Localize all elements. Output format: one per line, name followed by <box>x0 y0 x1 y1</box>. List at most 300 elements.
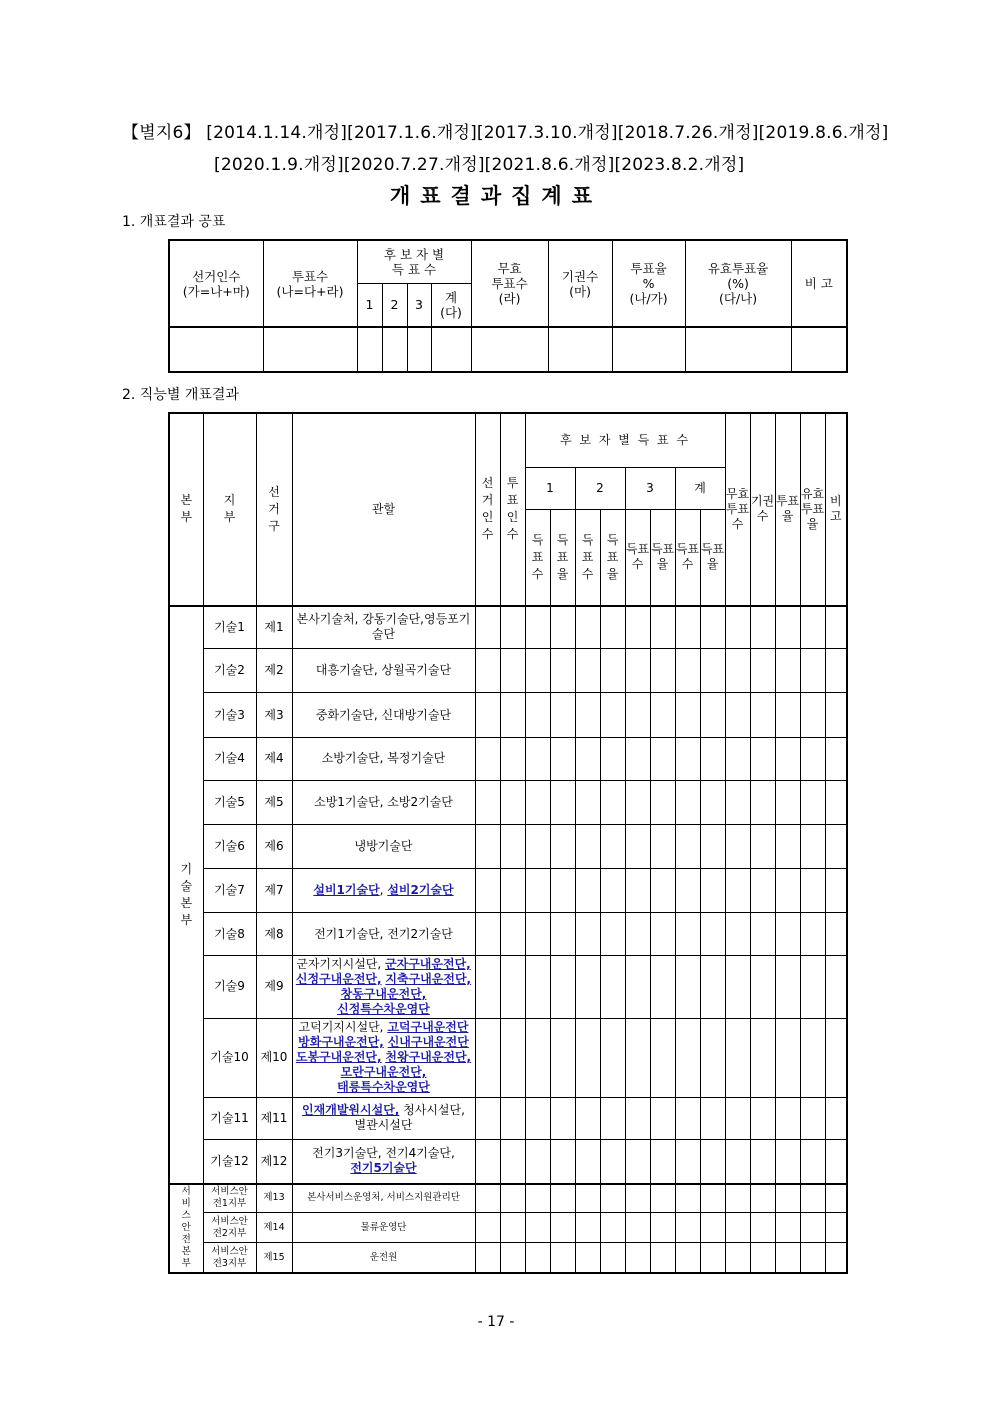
result-cell[interactable] <box>650 606 675 649</box>
result-cell[interactable] <box>525 956 550 1018</box>
jurisdiction-cell: 인재개발원시설단, 청사시설단, 별관시설단 <box>292 1097 475 1139</box>
result-cell[interactable] <box>750 913 775 956</box>
result-cell[interactable] <box>525 606 550 649</box>
result-cell[interactable] <box>775 956 800 1018</box>
result-cell[interactable] <box>550 1097 575 1139</box>
result-cell[interactable] <box>800 606 825 649</box>
cell[interactable] <box>548 327 612 372</box>
cell[interactable] <box>263 327 357 372</box>
district-cell: 제2 <box>256 649 292 693</box>
result-cell[interactable] <box>600 1213 625 1243</box>
result-cell[interactable] <box>800 1018 825 1097</box>
result-cell[interactable] <box>550 1184 575 1213</box>
table-row <box>169 824 847 868</box>
district-cell: 제9 <box>256 956 292 1018</box>
table-row <box>169 956 847 1018</box>
result-cell[interactable] <box>750 1097 775 1139</box>
result-cell[interactable] <box>825 780 847 824</box>
result-cell[interactable] <box>625 824 650 868</box>
district-cell: 제15 <box>256 1243 292 1273</box>
result-cell[interactable] <box>550 649 575 693</box>
annex-label: 【별지6】 <box>122 123 201 143</box>
result-cell[interactable] <box>825 1243 847 1273</box>
result-cell[interactable] <box>625 869 650 913</box>
result-cell[interactable] <box>525 869 550 913</box>
result-cell[interactable] <box>600 1139 625 1183</box>
result-cell[interactable] <box>600 780 625 824</box>
result-cell[interactable] <box>475 1213 500 1243</box>
jurisdiction-cell: 운전원 <box>292 1243 475 1273</box>
total-rate-header: 득표 율 <box>700 509 725 605</box>
result-cell[interactable] <box>500 737 525 780</box>
result-cell[interactable] <box>525 1184 550 1213</box>
result-cell[interactable] <box>725 606 750 649</box>
result-cell[interactable] <box>750 824 775 868</box>
invalid-header: 무효 투표수 (라) <box>471 240 548 327</box>
result-cell[interactable] <box>550 1213 575 1243</box>
result-cell[interactable] <box>675 869 700 913</box>
result-cell[interactable] <box>725 1097 750 1139</box>
result-cell[interactable] <box>825 824 847 868</box>
result-cell[interactable] <box>575 1184 600 1213</box>
result-cell[interactable] <box>725 1243 750 1273</box>
result-cell[interactable] <box>600 1243 625 1273</box>
candidate-votes-header: 후 보 자 별 득 표 수 <box>525 413 725 467</box>
result-cell[interactable] <box>750 1018 775 1097</box>
result-cell[interactable] <box>725 1018 750 1097</box>
result-cell[interactable] <box>525 780 550 824</box>
result-cell[interactable] <box>800 824 825 868</box>
result-cell[interactable] <box>475 693 500 737</box>
result-cell[interactable] <box>775 649 800 693</box>
result-cell[interactable] <box>700 693 725 737</box>
hq-header: 본 부 <box>169 413 203 606</box>
turnout-header: 투표율 % (나/가) <box>612 240 685 327</box>
result-cell[interactable] <box>650 737 675 780</box>
result-cell[interactable] <box>675 780 700 824</box>
result-cell[interactable] <box>600 913 625 956</box>
result-cell[interactable] <box>650 1139 675 1183</box>
branch-header: 지 부 <box>203 413 256 606</box>
result-cell[interactable] <box>775 1139 800 1183</box>
result-cell[interactable] <box>675 1243 700 1273</box>
result-cell[interactable] <box>500 869 525 913</box>
c2-votes-header: 득 표 수 <box>575 509 600 605</box>
service-hq-cell: 서 비 스 안 전 본 부 <box>169 1184 203 1273</box>
table-row <box>169 1018 847 1097</box>
note-header: 비고 <box>825 413 847 606</box>
result-cell[interactable] <box>500 824 525 868</box>
result-cell[interactable] <box>475 956 500 1018</box>
cell[interactable] <box>791 327 847 372</box>
result-cell[interactable] <box>800 913 825 956</box>
table-row <box>169 1184 847 1213</box>
result-cell[interactable] <box>500 1213 525 1243</box>
result-cell[interactable] <box>775 606 800 649</box>
result-cell[interactable] <box>475 1139 500 1183</box>
result-cell[interactable] <box>700 824 725 868</box>
result-cell[interactable] <box>675 693 700 737</box>
result-cell[interactable] <box>625 649 650 693</box>
result-cell[interactable] <box>575 606 600 649</box>
result-cell[interactable] <box>750 780 775 824</box>
jurisdiction-cell: 물류운영단 <box>292 1213 475 1243</box>
jurisdiction-cell: 고덕기지시설단, 고덕구내운전단 방화구내운전단, 신내구내운전단 도봉구내운전단, 천왕구내운전단, 모란구내운전단, 태릉특수차운영단 <box>292 1018 475 1097</box>
result-cell[interactable] <box>575 649 600 693</box>
branch-cell: 기술10 <box>203 1018 256 1097</box>
jurisdiction-cell: 본사서비스운영처, 서비스지원관리단 <box>292 1184 475 1213</box>
result-cell[interactable] <box>650 956 675 1018</box>
result-cell[interactable] <box>550 869 575 913</box>
voters-header: 투표수 (나=다+라) <box>263 240 357 327</box>
result-cell[interactable] <box>525 649 550 693</box>
result-cell[interactable] <box>750 737 775 780</box>
result-cell[interactable] <box>800 956 825 1018</box>
result-cell[interactable] <box>525 1018 550 1097</box>
result-cell[interactable] <box>525 1097 550 1139</box>
result-cell[interactable] <box>500 780 525 824</box>
result-cell[interactable] <box>550 913 575 956</box>
result-cell[interactable] <box>600 956 625 1018</box>
result-cell[interactable] <box>475 1097 500 1139</box>
result-cell[interactable] <box>600 824 625 868</box>
candidate-3-header: 3 <box>625 467 675 509</box>
district-cell: 제11 <box>256 1097 292 1139</box>
result-cell[interactable] <box>750 1184 775 1213</box>
result-cell[interactable] <box>775 824 800 868</box>
result-cell[interactable] <box>650 1018 675 1097</box>
result-cell[interactable] <box>800 780 825 824</box>
result-cell[interactable] <box>600 1097 625 1139</box>
result-cell[interactable] <box>650 824 675 868</box>
result-cell[interactable] <box>675 737 700 780</box>
result-cell[interactable] <box>775 1184 800 1213</box>
result-cell[interactable] <box>650 1213 675 1243</box>
result-cell[interactable] <box>725 869 750 913</box>
result-cell[interactable] <box>800 869 825 913</box>
table-row <box>169 1139 847 1183</box>
result-cell[interactable] <box>500 693 525 737</box>
result-cell[interactable] <box>575 956 600 1018</box>
result-cell[interactable] <box>800 649 825 693</box>
c2-rate-header: 득 표 율 <box>600 509 625 605</box>
result-cell[interactable] <box>600 649 625 693</box>
result-cell[interactable] <box>675 1097 700 1139</box>
result-cell[interactable] <box>700 606 725 649</box>
result-cell[interactable] <box>750 1139 775 1183</box>
result-cell[interactable] <box>650 649 675 693</box>
branch-cell: 기술2 <box>203 649 256 693</box>
result-cell[interactable] <box>550 1018 575 1097</box>
candidate-3-header: 3 <box>407 283 431 327</box>
result-cell[interactable] <box>575 780 600 824</box>
result-cell[interactable] <box>825 1139 847 1183</box>
result-cell[interactable] <box>725 780 750 824</box>
result-cell[interactable] <box>600 693 625 737</box>
result-cell[interactable] <box>825 869 847 913</box>
result-cell[interactable] <box>525 737 550 780</box>
result-cell[interactable] <box>675 1213 700 1243</box>
result-cell[interactable] <box>675 606 700 649</box>
result-cell[interactable] <box>650 1243 675 1273</box>
result-cell[interactable] <box>800 1184 825 1213</box>
result-cell[interactable] <box>500 1018 525 1097</box>
result-cell[interactable] <box>825 737 847 780</box>
result-cell[interactable] <box>500 956 525 1018</box>
result-cell[interactable] <box>750 1243 775 1273</box>
result-cell[interactable] <box>750 869 775 913</box>
result-cell[interactable] <box>500 1139 525 1183</box>
jurisdiction-header: 관할 <box>292 413 475 606</box>
result-cell[interactable] <box>725 913 750 956</box>
result-cell[interactable] <box>575 1243 600 1273</box>
result-cell[interactable] <box>675 1139 700 1183</box>
result-cell[interactable] <box>500 606 525 649</box>
result-cell[interactable] <box>825 913 847 956</box>
result-cell[interactable] <box>825 1097 847 1139</box>
candidate-1-header: 1 <box>525 467 575 509</box>
result-cell[interactable] <box>775 693 800 737</box>
result-cell[interactable] <box>650 869 675 913</box>
result-cell[interactable] <box>525 913 550 956</box>
result-cell[interactable] <box>625 606 650 649</box>
result-cell[interactable] <box>700 649 725 693</box>
result-cell[interactable] <box>775 1018 800 1097</box>
result-cell[interactable] <box>700 1184 725 1213</box>
result-cell[interactable] <box>700 956 725 1018</box>
result-cell[interactable] <box>775 1243 800 1273</box>
result-cell[interactable] <box>700 1018 725 1097</box>
result-cell[interactable] <box>550 1139 575 1183</box>
cell[interactable] <box>431 327 471 372</box>
district-cell: 제7 <box>256 869 292 913</box>
result-cell[interactable] <box>725 693 750 737</box>
cell[interactable] <box>471 327 548 372</box>
table-row <box>169 913 847 956</box>
result-cell[interactable] <box>725 1139 750 1183</box>
result-cell[interactable] <box>575 693 600 737</box>
result-cell[interactable] <box>600 737 625 780</box>
result-cell[interactable] <box>725 1213 750 1243</box>
result-cell[interactable] <box>650 780 675 824</box>
result-cell[interactable] <box>525 693 550 737</box>
result-cell[interactable] <box>575 824 600 868</box>
branch-cell: 서비스안 전1지부 <box>203 1184 256 1213</box>
result-cell[interactable] <box>525 1243 550 1273</box>
district-cell: 제8 <box>256 913 292 956</box>
candidate-2-header: 2 <box>575 467 625 509</box>
cell[interactable] <box>612 327 685 372</box>
result-cell[interactable] <box>725 649 750 693</box>
table-row <box>169 737 847 780</box>
jurisdiction-cell: 본사기술처, 강동기술단,영등포기술단 <box>292 606 475 649</box>
result-cell[interactable] <box>625 693 650 737</box>
result-cell[interactable] <box>475 780 500 824</box>
branch-cell: 기술12 <box>203 1139 256 1183</box>
result-cell[interactable] <box>500 1097 525 1139</box>
result-cell[interactable] <box>550 780 575 824</box>
result-cell[interactable] <box>575 1213 600 1243</box>
jurisdiction-cell: 군자기지시설단, 군자구내운전단, 신정구내운전단, 지축구내운전단, 창동구내운전단, 신정특수차운영단 <box>292 956 475 1018</box>
cell[interactable] <box>407 327 431 372</box>
result-cell[interactable] <box>700 1139 725 1183</box>
result-cell[interactable] <box>725 737 750 780</box>
result-cell[interactable] <box>725 824 750 868</box>
candidate-1-header: 1 <box>357 283 382 327</box>
result-cell[interactable] <box>600 1184 625 1213</box>
result-cell[interactable] <box>625 913 650 956</box>
result-cell[interactable] <box>475 649 500 693</box>
result-cell[interactable] <box>825 1018 847 1097</box>
result-cell[interactable] <box>625 1213 650 1243</box>
result-cell[interactable] <box>650 913 675 956</box>
candidate-votes-header: 후 보 자 별 득 표 수 <box>357 240 471 283</box>
result-cell[interactable] <box>675 913 700 956</box>
branch-cell: 기술7 <box>203 869 256 913</box>
result-cell[interactable] <box>475 606 500 649</box>
result-cell[interactable] <box>725 1184 750 1213</box>
result-cell[interactable] <box>750 956 775 1018</box>
result-cell[interactable] <box>700 780 725 824</box>
abstain-header: 기권수 (마) <box>548 240 612 327</box>
result-cell[interactable] <box>750 649 775 693</box>
result-cell[interactable] <box>625 956 650 1018</box>
result-cell[interactable] <box>800 1139 825 1183</box>
note-header: 비 고 <box>791 240 847 327</box>
result-cell[interactable] <box>800 1243 825 1273</box>
result-cell[interactable] <box>650 693 675 737</box>
result-cell[interactable] <box>750 693 775 737</box>
result-cell[interactable] <box>775 913 800 956</box>
result-cell[interactable] <box>825 1184 847 1213</box>
result-cell[interactable] <box>475 824 500 868</box>
result-cell[interactable] <box>550 693 575 737</box>
result-cell[interactable] <box>475 1184 500 1213</box>
result-cell[interactable] <box>500 1243 525 1273</box>
result-cell[interactable] <box>775 737 800 780</box>
result-cell[interactable] <box>575 1139 600 1183</box>
result-cell[interactable] <box>775 1213 800 1243</box>
result-cell[interactable] <box>800 1213 825 1243</box>
result-cell[interactable] <box>575 913 600 956</box>
branch-cell: 기술4 <box>203 737 256 780</box>
cell[interactable] <box>357 327 382 372</box>
result-cell[interactable] <box>650 1097 675 1139</box>
result-cell[interactable] <box>625 1097 650 1139</box>
branch-cell: 기술1 <box>203 606 256 649</box>
table-row <box>169 649 847 693</box>
table-row <box>169 1243 847 1273</box>
result-cell[interactable] <box>500 649 525 693</box>
result-cell[interactable] <box>825 606 847 649</box>
result-cell[interactable] <box>575 737 600 780</box>
result-cell[interactable] <box>800 1097 825 1139</box>
result-cell[interactable] <box>675 824 700 868</box>
result-cell[interactable] <box>675 1184 700 1213</box>
turnout-header: 투표 율 <box>775 413 800 606</box>
result-cell[interactable] <box>525 1213 550 1243</box>
result-cell[interactable] <box>550 956 575 1018</box>
summary-table <box>168 239 848 373</box>
table-row <box>169 780 847 824</box>
result-cell[interactable] <box>550 737 575 780</box>
result-cell[interactable] <box>475 737 500 780</box>
result-cell[interactable] <box>725 956 750 1018</box>
cell[interactable] <box>169 327 263 372</box>
district-cell: 제12 <box>256 1139 292 1183</box>
result-cell[interactable] <box>550 824 575 868</box>
result-cell[interactable] <box>700 913 725 956</box>
result-cell[interactable] <box>625 1243 650 1273</box>
result-cell[interactable] <box>825 956 847 1018</box>
result-cell[interactable] <box>625 1184 650 1213</box>
branch-cell: 서비스안 전2지부 <box>203 1213 256 1243</box>
result-cell[interactable] <box>675 649 700 693</box>
result-cell[interactable] <box>575 1018 600 1097</box>
result-cell[interactable] <box>775 780 800 824</box>
result-cell[interactable] <box>475 913 500 956</box>
page-title: 개표결과집계표 <box>389 184 602 208</box>
branch-cell: 기술6 <box>203 824 256 868</box>
district-header: 선 거 구 <box>256 413 292 606</box>
result-cell[interactable] <box>625 1139 650 1183</box>
result-cell[interactable] <box>750 606 775 649</box>
result-cell[interactable] <box>700 1213 725 1243</box>
result-cell[interactable] <box>600 606 625 649</box>
invalid-header: 무효 투표 수 <box>725 413 750 606</box>
cell[interactable] <box>382 327 407 372</box>
result-cell[interactable] <box>625 737 650 780</box>
result-cell[interactable] <box>575 1097 600 1139</box>
section2-heading: 2. 직능별 개표결과 <box>122 387 239 403</box>
cell[interactable] <box>685 327 791 372</box>
result-cell[interactable] <box>550 606 575 649</box>
result-cell[interactable] <box>625 780 650 824</box>
result-cell[interactable] <box>775 869 800 913</box>
result-cell[interactable] <box>475 869 500 913</box>
result-cell[interactable] <box>525 1139 550 1183</box>
result-cell[interactable] <box>475 1243 500 1273</box>
result-cell[interactable] <box>500 913 525 956</box>
result-cell[interactable] <box>800 693 825 737</box>
result-cell[interactable] <box>500 1184 525 1213</box>
result-cell[interactable] <box>825 1213 847 1243</box>
result-cell[interactable] <box>650 1184 675 1213</box>
candidate-total-header: 계 <box>675 467 725 509</box>
result-cell[interactable] <box>600 1018 625 1097</box>
jurisdiction-cell: 전기3기술단, 전기4기술단, 전기5기술단 <box>292 1139 475 1183</box>
branch-cell: 기술11 <box>203 1097 256 1139</box>
result-cell[interactable] <box>675 956 700 1018</box>
result-cell[interactable] <box>825 649 847 693</box>
result-cell[interactable] <box>825 693 847 737</box>
result-cell[interactable] <box>525 824 550 868</box>
result-cell[interactable] <box>625 1018 650 1097</box>
result-cell[interactable] <box>550 1243 575 1273</box>
result-cell[interactable] <box>775 1097 800 1139</box>
result-cell[interactable] <box>700 737 725 780</box>
result-cell[interactable] <box>700 1097 725 1139</box>
result-cell[interactable] <box>575 869 600 913</box>
result-cell[interactable] <box>800 737 825 780</box>
result-cell[interactable] <box>675 1018 700 1097</box>
result-cell[interactable] <box>750 1213 775 1243</box>
branch-cell: 기술3 <box>203 693 256 737</box>
result-cell[interactable] <box>700 869 725 913</box>
result-cell[interactable] <box>600 869 625 913</box>
result-cell[interactable] <box>475 1018 500 1097</box>
result-cell[interactable] <box>700 1243 725 1273</box>
